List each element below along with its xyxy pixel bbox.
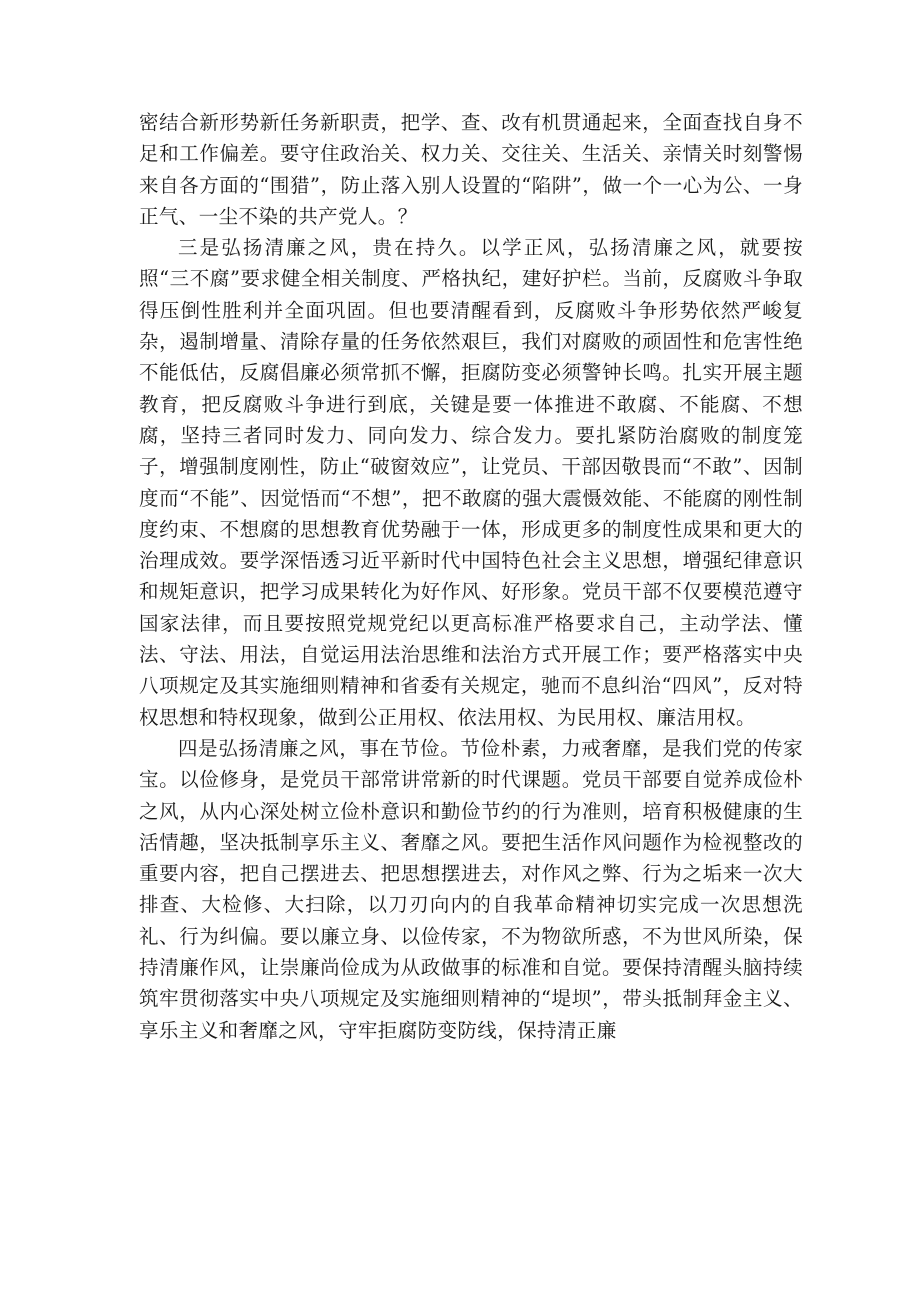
paragraph-point-three: 三是弘扬清廉之风，贵在持久。以学正风，弘扬清廉之风，就要按照“三不腐”要求健全相关制度、严格执纪，建好护栏。当前，反腐败斗争取得压倒性胜利并全面巩固。但也要清醒看到，反腐败斗争形势依然严峻复杂，遏制增量、清除存量的任务依然艰巨，我们对腐败的顽固性和危害性绝不能低估，反腐倡廉必须常抓不懈，拒腐防变必须警钟长鸣。扎实开展主题教育，把反腐败斗争进行到底，关键是要一体推进不敢腐、不能腐、不想腐，坚持三者同时发力、同向发力、综合发力。要扎紧防治腐败的制度笼子，增强制度刚性，防止“破窗效应”，让党员、干部因敬畏而“不敢”、因制度而“不能”、因觉悟而“不想”，把不敢腐的强大震慑效能、不能腐的刚性制度约束、不想腐的思想教育优势融于一体，形成更多的制度性成果和更大的治理成效。要学深悟透习近平新时代中国特色社会主义思想，增强纪律意识和规矩意识，把学习成果转化为好作风、好形象。党员干部不仅要模范遵守国家法律，而且要按照党规党纪以更高标准严格要求自己，主动学法、懂法、守法、用法，自觉运用法治思维和法治方式开展工作；要严格落实中央八项规定及其实施细则精神和省委有关规定，驰而不息纠治“四风”，反对特权思想和特权现象，做到公正用权、依法用权、为民用权、廉洁用权。 [139, 236, 803, 729]
paragraph-continuation: 密结合新形势新任务新职责，把学、查、改有机贯通起来，全面查找自身不足和工作偏差。要守住政治关、权力关、交往关、生活关、亲情关时刻警惕来自各方面的“围猎”，防止落入别人设置的“陷阱”，做一个一心为公、一身正气、一尘不染的共产党人。？ [139, 111, 803, 228]
document-body [139, 107, 803, 1046]
paragraph-point-four: 四是弘扬清廉之风，事在节俭。节俭朴素，力戒奢靡，是我们党的传家宝。以俭修身，是党员干部常讲常新的时代课题。党员干部要自觉养成俭朴之风，从内心深处树立俭朴意识和勤俭节约的行为准则，培育积极健康的生活情趣，坚决抵制享乐主义、奢靡之风。要把生活作风问题作为检视整改的重要内容，把自己摆进去、把思想摆进去，对作风之弊、行为之垢来一次大排查、大检修、大扫除，以刀刃向内的自我革命精神切实完成一次思想洗礼、行为纠偏。要以廉立身、以俭传家，不为物欲所惑，不为世风所染，保持清廉作风，让崇廉尚俭成为从政做事的标准和自觉。要保持清醒头脑持续筑牢贯彻落实中央八项规定及实施细则精神的“堤坝”，带头抵制拜金主义、享乐主义和奢靡之风，守牢拒腐防变防线，保持清正廉 [139, 736, 803, 1042]
